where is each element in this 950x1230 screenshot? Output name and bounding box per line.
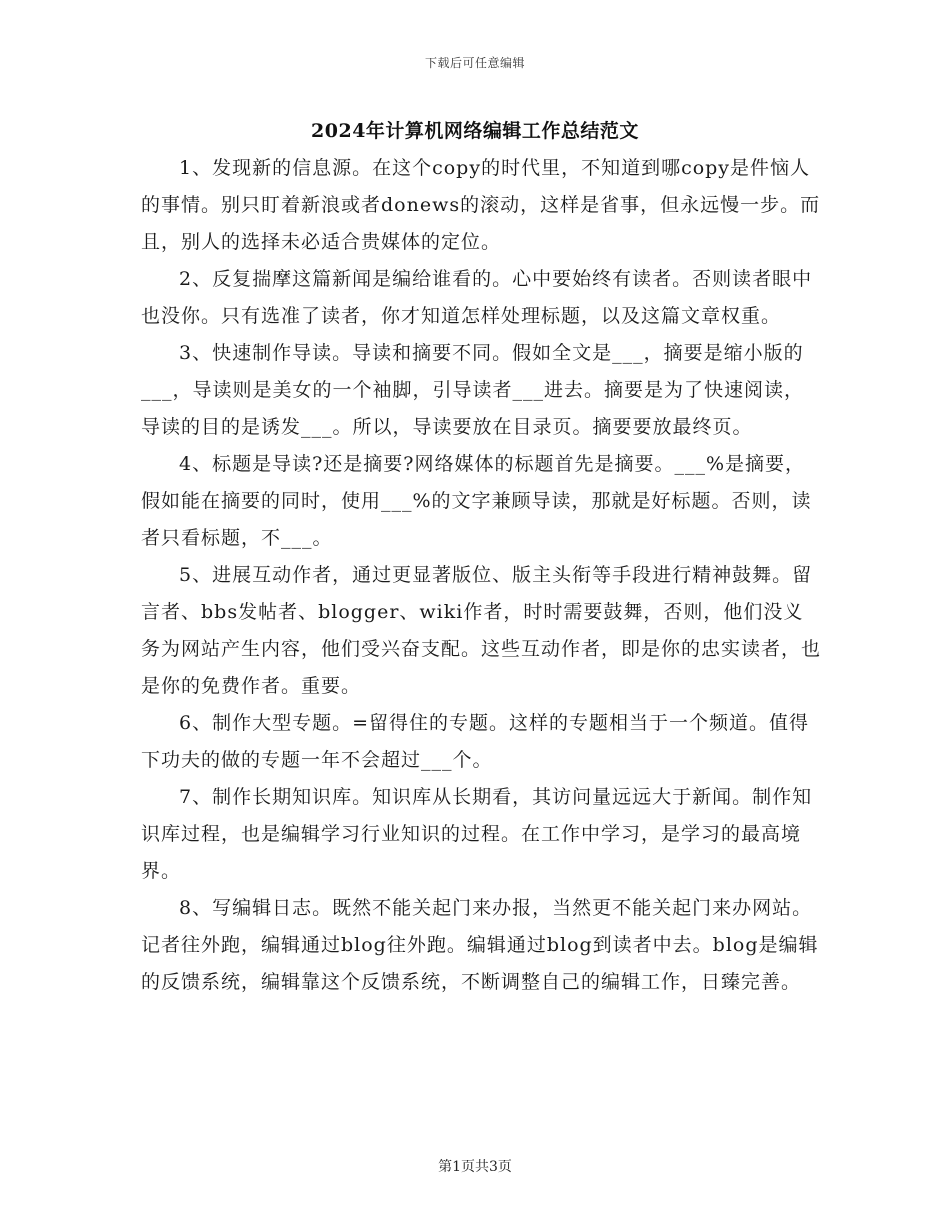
paragraph-3: 3、快速制作导读。导读和摘要不同。假如全文是___，摘要是缩小版的___，导读则是美女的一个袖脚，引导读者___进去。摘要是为了快速阅读，导读的目的是诱发___。所以，导读要放在目录页。摘要要放最终页。 xyxy=(141,342,805,438)
paragraph-6: 6、制作大型专题。=留得住的专题。这样的专题相当于一个频道。值得下功夫的做的专题一年不会超过___个。 xyxy=(141,712,810,771)
paragraph-4: 4、标题是导读?还是摘要?网络媒体的标题首先是摘要。___%是摘要，假如能在摘要的同时，使用___%的文字兼顾导读，那就是好标题。否则，读者只看标题，不___。 xyxy=(141,453,812,549)
paragraph-7: 7、制作长期知识库。知识库从长期看，其访问量远远大于新闻。制作知识库过程，也是编辑学习行业知识的过程。在工作中学习，是学习的最高境界。 xyxy=(141,786,813,882)
paragraph-5: 5、进展互动作者，通过更显著版位、版主头衔等手段进行精神鼓舞。留言者、bbs发帖者、blogger、wiki作者，时时需要鼓舞，否则，他们没义务为网站产生内容，他们受兴奋支配。这些互动作者，即是你的忠实读者，也是你的免费作者。重要。 xyxy=(141,564,822,697)
paragraph-2: 2、反复揣摩这篇新闻是编给谁看的。心中要始终有读者。否则读者眼中也没你。只有选准了读者，你才知道怎样处理标题，以及这篇文章权重。 xyxy=(141,268,813,327)
page-number-footer: 第1页共3页 xyxy=(438,1159,512,1175)
paragraph-8: 8、写编辑日志。既然不能关起门来办报，当然更不能关起门来办网站。记者往外跑，编辑通过blog往外跑。编辑通过blog到读者中去。blog是编辑的反馈系统，编辑靠这个反馈系统，不断调整自己的编辑工作，日臻完善。 xyxy=(141,897,819,993)
paragraph-1: 1、发现新的信息源。在这个copy的时代里，不知道到哪copy是件恼人的事情。别只盯着新浪或者donews的滚动，这样是省事，但永远慢一步。而且，别人的选择未必适合贵媒体的定位。 xyxy=(141,157,821,253)
document-title: 2024年计算机网络编辑工作总结范文 xyxy=(311,120,639,142)
document-body xyxy=(141,150,821,1001)
header-note: 下载后可任意编辑 xyxy=(424,56,525,70)
